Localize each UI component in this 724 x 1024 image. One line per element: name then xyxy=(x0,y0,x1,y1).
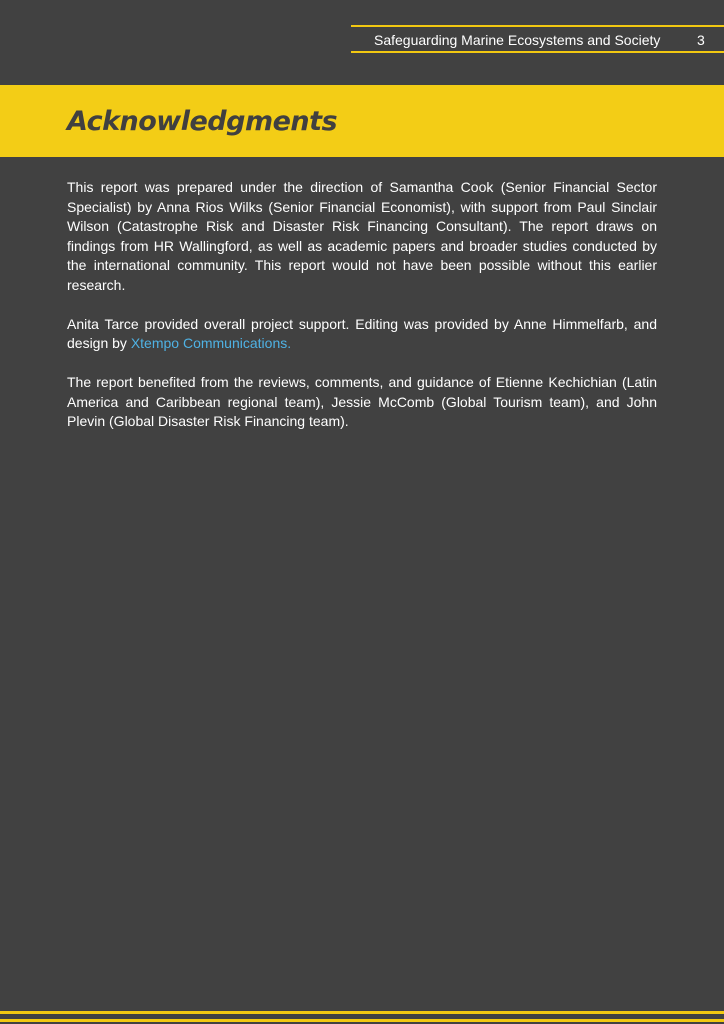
page-title: Acknowledgments xyxy=(67,106,338,137)
page-number: 3 xyxy=(697,32,705,48)
footer-rule-top xyxy=(0,1011,724,1014)
paragraph-3: The report benefited from the reviews, comments, and guidance of Etienne Kechichian (Latin America and Caribbean regional team), Jessie McComb (Global Tourism team), and John Plevin (Global Disaster Risk Financing team). xyxy=(67,374,657,429)
header-rule-top xyxy=(351,25,724,27)
footer-rule-bottom xyxy=(0,1019,724,1022)
paragraph-2-text: Anita Tarce provided overall project support. Editing was provided by Anne Himmelfarb, and design by xyxy=(67,315,657,351)
paragraph-2 xyxy=(67,315,657,354)
xtempo-link[interactable]: Xtempo Communications. xyxy=(130,335,292,351)
paragraph-1: This report was prepared under the direction of Samantha Cook (Senior Financial Sector Specialist) by Anna Rios Wilks (Senior Financial Economist), with support from Paul Sinclair Wilson (Catastrophe Risk and Disaster Risk Financing Consultant). The report draws on findings from HR Wallingford, as well as academic papers and broader studies conducted by the international community. This report would not have been possible without this earlier research. xyxy=(67,179,657,293)
running-header-title: Safeguarding Marine Ecosystems and Society xyxy=(374,32,661,48)
acknowledgments-body xyxy=(67,178,657,451)
header-rule-bottom xyxy=(351,51,724,53)
